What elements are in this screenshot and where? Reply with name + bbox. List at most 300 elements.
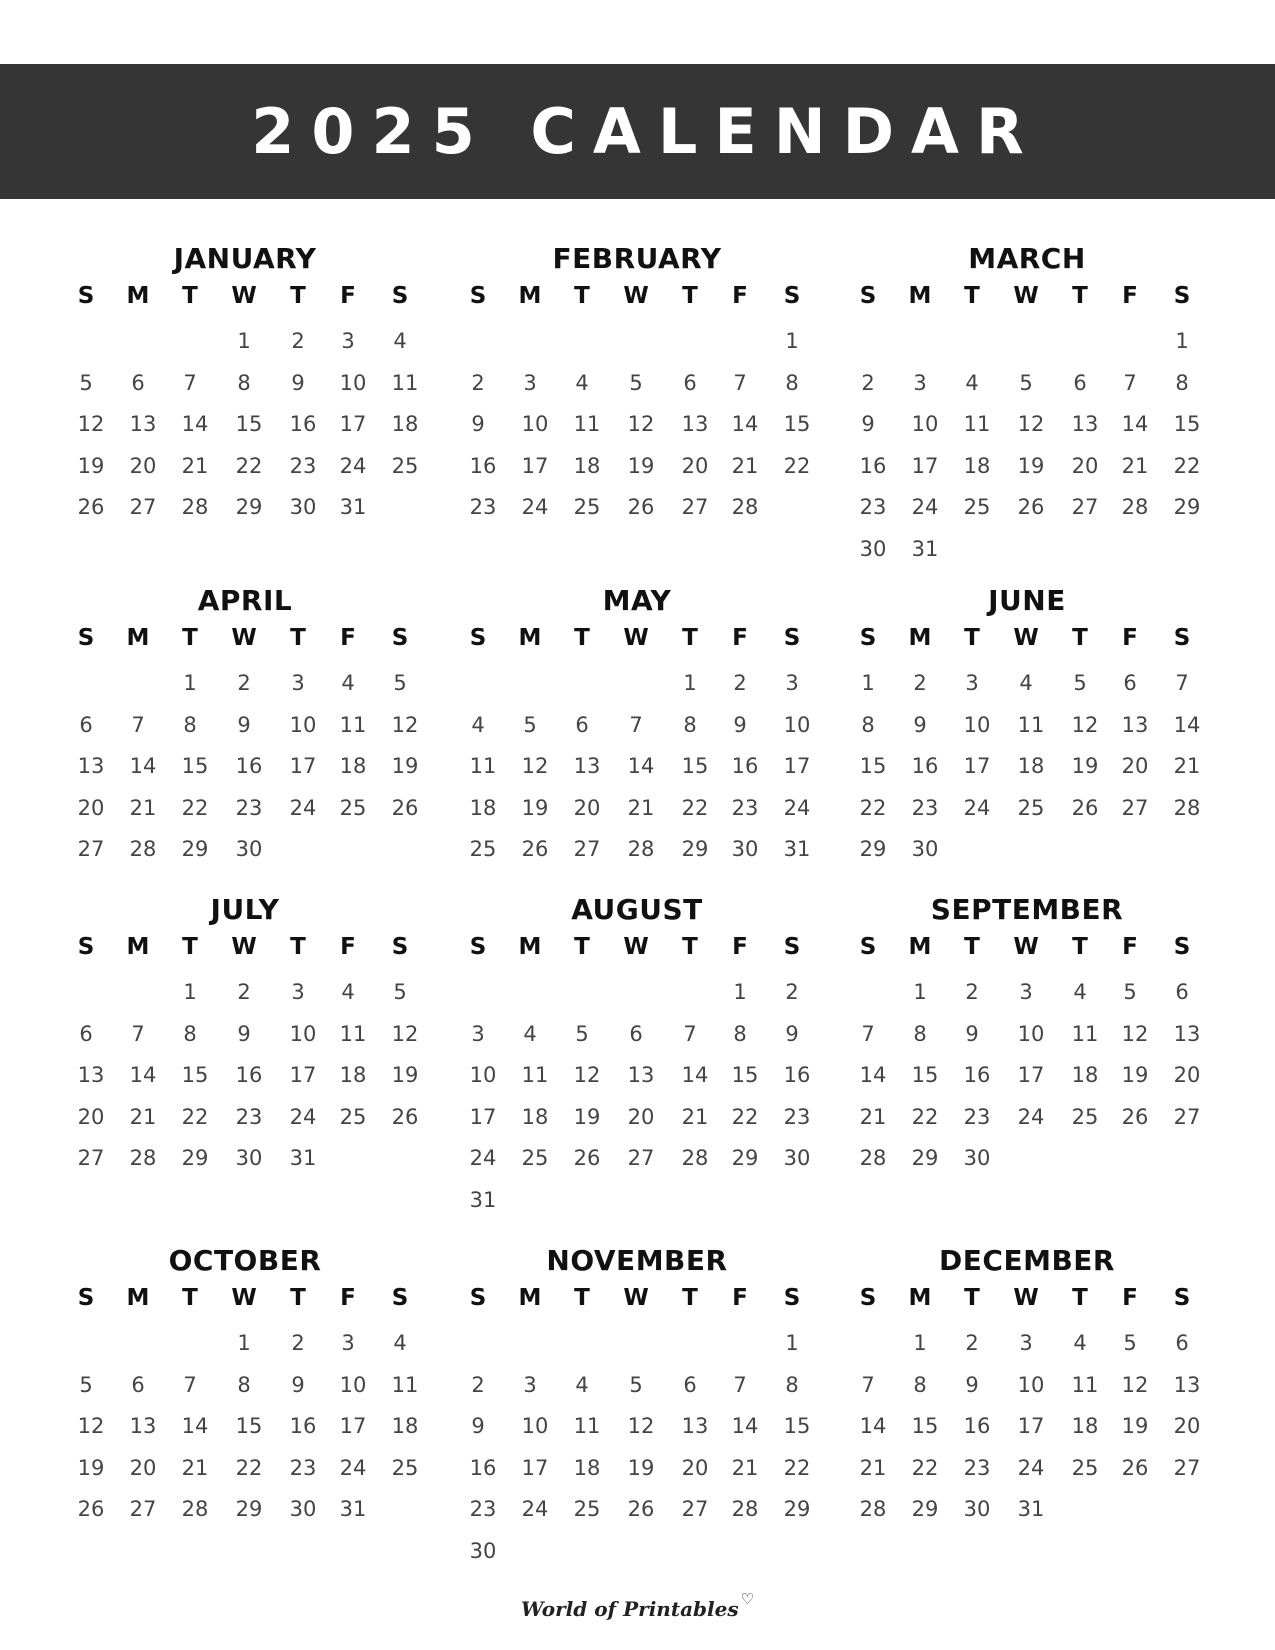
- day-cell: 5: [523, 712, 537, 737]
- day-cell: 7: [131, 712, 145, 737]
- day-cell: 8: [913, 1021, 927, 1046]
- day-cell: 6: [683, 1372, 697, 1397]
- brand-logo: [0, 1590, 1275, 1621]
- weekday-label: T: [574, 1285, 590, 1311]
- day-cell: 16: [783, 1063, 811, 1087]
- day-cell: 18: [573, 453, 601, 478]
- weekday-label: F: [1122, 625, 1138, 651]
- day-cell: 19: [77, 1455, 105, 1480]
- weekday-label: S: [1173, 625, 1191, 651]
- weekday-label: W: [1013, 625, 1039, 651]
- day-cell: 12: [1017, 412, 1045, 436]
- day-cell: 13: [573, 754, 601, 778]
- day-cell: 24: [1017, 1104, 1045, 1129]
- day-cell: 7: [683, 1021, 697, 1046]
- day-cell: 19: [1017, 453, 1045, 478]
- day-cell: 23: [963, 1455, 991, 1480]
- day-cell: 9: [291, 370, 305, 395]
- day-cell: 7: [131, 1021, 145, 1046]
- day-cell: 3: [913, 370, 927, 395]
- day-cell: 23: [731, 795, 759, 820]
- day-cell: 24: [289, 795, 317, 820]
- day-cell: 13: [681, 412, 709, 436]
- day-cell: 4: [575, 1372, 589, 1397]
- day-cell: 5: [79, 370, 93, 395]
- day-cell: 22: [783, 453, 811, 478]
- day-cell: 17: [339, 1414, 367, 1438]
- day-cell: 10: [963, 712, 991, 737]
- day-cell: 14: [859, 1063, 887, 1087]
- day-cell: 2: [965, 1331, 979, 1355]
- weekday-label: T: [964, 1285, 980, 1311]
- day-cell: 16: [469, 453, 497, 478]
- day-cell: 17: [963, 754, 991, 778]
- day-cell: 6: [683, 370, 697, 395]
- day-cell: 21: [1121, 453, 1149, 478]
- day-cell: 19: [521, 795, 549, 820]
- month-title: SEPTEMBER: [930, 893, 1124, 926]
- day-cell: 5: [1123, 1331, 1137, 1355]
- day-cell: 1: [861, 671, 875, 695]
- day-cell: 24: [339, 453, 367, 478]
- day-cell: 9: [785, 1021, 799, 1046]
- weekday-label: T: [290, 283, 306, 309]
- day-cell: 1: [785, 1331, 799, 1355]
- day-cell: 26: [77, 1497, 105, 1521]
- day-cell: 19: [1121, 1063, 1149, 1087]
- day-cell: 25: [963, 495, 991, 519]
- day-cell: 10: [1017, 1021, 1045, 1046]
- day-cell: 1: [913, 1331, 927, 1355]
- day-cell: 10: [1017, 1372, 1045, 1397]
- day-cell: 16: [235, 1063, 263, 1087]
- weekday-label: M: [908, 1285, 932, 1311]
- day-cell: 7: [861, 1372, 875, 1397]
- weekday-label: T: [964, 625, 980, 651]
- weekday-label: F: [1122, 283, 1138, 309]
- day-cell: 8: [785, 1372, 799, 1397]
- day-cell: 18: [521, 1104, 549, 1129]
- weekday-label: M: [126, 1285, 150, 1311]
- day-cell: 12: [573, 1063, 601, 1087]
- weekday-label: S: [469, 283, 487, 309]
- day-cell: 4: [575, 370, 589, 395]
- day-cell: 17: [783, 754, 811, 778]
- day-cell: 22: [181, 795, 209, 820]
- month-title: APRIL: [197, 584, 293, 617]
- day-cell: 12: [1121, 1021, 1149, 1046]
- day-cell: 30: [783, 1146, 811, 1170]
- day-cell: 14: [731, 1414, 759, 1438]
- day-cell: 16: [289, 412, 317, 436]
- weekday-label: F: [1122, 1285, 1138, 1311]
- day-cell: 16: [963, 1063, 991, 1087]
- day-cell: 30: [235, 837, 263, 861]
- day-cell: 12: [627, 1414, 655, 1438]
- day-cell: 3: [291, 980, 305, 1004]
- day-cell: 28: [129, 837, 157, 861]
- day-cell: 15: [783, 1414, 811, 1438]
- day-cell: 19: [1121, 1414, 1149, 1438]
- month-title: DECEMBER: [939, 1244, 1115, 1277]
- day-cell: 27: [129, 1497, 157, 1521]
- day-cell: 16: [963, 1414, 991, 1438]
- day-cell: 10: [339, 370, 367, 395]
- day-cell: 3: [523, 1372, 537, 1397]
- day-cell: 23: [469, 1497, 497, 1521]
- day-cell: 17: [521, 453, 549, 478]
- day-cell: 26: [1017, 495, 1045, 519]
- day-cell: 11: [339, 712, 367, 737]
- day-cell: 30: [469, 1538, 497, 1563]
- day-cell: 2: [785, 980, 799, 1004]
- day-cell: 5: [629, 1372, 643, 1397]
- day-cell: 28: [181, 1497, 209, 1521]
- day-cell: 13: [1173, 1021, 1201, 1046]
- month-title: FEBRUARY: [552, 242, 722, 275]
- day-cell: 13: [129, 1414, 157, 1438]
- day-cell: 19: [391, 754, 419, 778]
- day-cell: 26: [521, 837, 549, 861]
- day-cell: 7: [733, 1372, 747, 1397]
- weekday-label: T: [964, 283, 980, 309]
- weekday-label: M: [126, 283, 150, 309]
- day-cell: 24: [469, 1146, 497, 1170]
- day-cell: 22: [1173, 453, 1201, 478]
- weekday-label: M: [518, 283, 542, 309]
- day-cell: 24: [521, 495, 549, 519]
- day-cell: 3: [341, 1331, 355, 1355]
- day-cell: 8: [785, 370, 799, 395]
- day-cell: 6: [1175, 980, 1189, 1004]
- day-cell: 11: [339, 1021, 367, 1046]
- day-cell: 25: [339, 795, 367, 820]
- weekday-label: T: [1072, 283, 1088, 309]
- day-cell: 12: [1121, 1372, 1149, 1397]
- day-cell: 13: [627, 1063, 655, 1087]
- day-cell: 8: [183, 712, 197, 737]
- day-cell: 21: [627, 795, 655, 820]
- day-cell: 25: [573, 495, 601, 519]
- day-cell: 18: [339, 1063, 367, 1087]
- day-cell: 18: [339, 754, 367, 778]
- day-cell: 14: [129, 754, 157, 778]
- day-cell: 19: [627, 453, 655, 478]
- day-cell: 23: [289, 453, 317, 478]
- day-cell: 6: [79, 712, 93, 737]
- day-cell: 24: [783, 795, 811, 820]
- day-cell: 22: [235, 1455, 263, 1480]
- weekday-label: F: [732, 625, 748, 651]
- day-cell: 30: [911, 837, 939, 861]
- weekday-label: W: [623, 625, 649, 651]
- day-cell: 29: [681, 837, 709, 861]
- month-title: JANUARY: [173, 242, 317, 275]
- day-cell: 15: [911, 1414, 939, 1438]
- day-cell: 30: [235, 1146, 263, 1170]
- day-cell: 12: [391, 1021, 419, 1046]
- day-cell: 5: [1123, 980, 1137, 1004]
- day-cell: 15: [731, 1063, 759, 1087]
- weekday-label: S: [1173, 1285, 1191, 1311]
- day-cell: 6: [1175, 1331, 1189, 1355]
- day-cell: 16: [911, 754, 939, 778]
- day-cell: 1: [183, 671, 197, 695]
- day-cell: 26: [1121, 1104, 1149, 1129]
- day-cell: 22: [681, 795, 709, 820]
- day-cell: 10: [339, 1372, 367, 1397]
- weekday-label: M: [518, 625, 542, 651]
- day-cell: 28: [1121, 495, 1149, 519]
- day-cell: 30: [289, 1497, 317, 1521]
- day-cell: 30: [963, 1146, 991, 1170]
- weekday-label: S: [783, 625, 801, 651]
- weekday-label: T: [682, 934, 698, 960]
- day-cell: 21: [181, 453, 209, 478]
- day-cell: 9: [237, 712, 251, 737]
- day-cell: 20: [1071, 453, 1099, 478]
- day-cell: 26: [573, 1146, 601, 1170]
- day-cell: 25: [1071, 1455, 1099, 1480]
- day-cell: 3: [523, 370, 537, 395]
- day-cell: 14: [1121, 412, 1149, 436]
- day-cell: 15: [181, 754, 209, 778]
- weekday-label: T: [574, 625, 590, 651]
- day-cell: 8: [183, 1021, 197, 1046]
- day-cell: 21: [859, 1455, 887, 1480]
- day-cell: 21: [129, 795, 157, 820]
- day-cell: 21: [129, 1104, 157, 1129]
- day-cell: 15: [235, 412, 263, 436]
- day-cell: 19: [627, 1455, 655, 1480]
- weekday-label: T: [574, 934, 590, 960]
- weekday-label: S: [469, 934, 487, 960]
- day-cell: 6: [79, 1021, 93, 1046]
- weekday-label: W: [231, 1285, 257, 1311]
- day-cell: 11: [963, 412, 991, 436]
- day-cell: 17: [469, 1104, 497, 1129]
- weekday-label: S: [77, 934, 95, 960]
- day-cell: 11: [1017, 712, 1045, 737]
- day-cell: 9: [237, 1021, 251, 1046]
- day-cell: 4: [393, 1331, 407, 1355]
- day-cell: 12: [77, 1414, 105, 1438]
- day-cell: 8: [237, 1372, 251, 1397]
- day-cell: 11: [1071, 1372, 1099, 1397]
- weekday-label: T: [182, 1285, 198, 1311]
- day-cell: 8: [913, 1372, 927, 1397]
- day-cell: 6: [131, 370, 145, 395]
- day-cell: 29: [235, 495, 263, 519]
- day-cell: 12: [77, 412, 105, 436]
- day-cell: 28: [1173, 795, 1201, 820]
- day-cell: 20: [77, 795, 105, 820]
- day-cell: 20: [1173, 1063, 1201, 1087]
- day-cell: 17: [521, 1455, 549, 1480]
- day-cell: 12: [627, 412, 655, 436]
- day-cell: 24: [521, 1497, 549, 1521]
- day-cell: 24: [911, 495, 939, 519]
- weekday-label: M: [908, 934, 932, 960]
- weekday-label: S: [391, 1285, 409, 1311]
- day-cell: 4: [965, 370, 979, 395]
- day-cell: 24: [1017, 1455, 1045, 1480]
- day-cell: 27: [1173, 1104, 1201, 1129]
- day-cell: 26: [391, 1104, 419, 1129]
- weekday-label: T: [682, 283, 698, 309]
- day-cell: 23: [289, 1455, 317, 1480]
- day-cell: 29: [181, 837, 209, 861]
- day-cell: 29: [911, 1146, 939, 1170]
- day-cell: 4: [471, 712, 485, 737]
- day-cell: 25: [1017, 795, 1045, 820]
- day-cell: 8: [683, 712, 697, 737]
- day-cell: 26: [627, 495, 655, 519]
- page-title: 2025 CALENDAR: [251, 95, 1041, 168]
- day-cell: 9: [861, 412, 875, 436]
- day-cell: 21: [731, 1455, 759, 1480]
- weekday-label: W: [1013, 283, 1039, 309]
- weekday-label: S: [1173, 283, 1191, 309]
- weekday-label: M: [908, 283, 932, 309]
- day-cell: 27: [77, 1146, 105, 1170]
- weekday-label: F: [340, 283, 356, 309]
- day-cell: 27: [1121, 795, 1149, 820]
- day-cell: 2: [861, 370, 875, 395]
- day-cell: 4: [341, 671, 355, 695]
- day-cell: 7: [861, 1021, 875, 1046]
- weekday-label: W: [623, 1285, 649, 1311]
- day-cell: 31: [339, 495, 367, 519]
- weekday-label: T: [1072, 934, 1088, 960]
- day-cell: 31: [289, 1146, 317, 1170]
- day-cell: 8: [861, 712, 875, 737]
- day-cell: 7: [629, 712, 643, 737]
- day-cell: 27: [77, 837, 105, 861]
- day-cell: 11: [573, 1414, 601, 1438]
- day-cell: 5: [1019, 370, 1033, 395]
- day-cell: 27: [573, 837, 601, 861]
- day-cell: 10: [911, 412, 939, 436]
- day-cell: 20: [1121, 754, 1149, 778]
- day-cell: 27: [681, 1497, 709, 1521]
- day-cell: 14: [681, 1063, 709, 1087]
- day-cell: 3: [291, 671, 305, 695]
- day-cell: 25: [573, 1497, 601, 1521]
- day-cell: 20: [129, 453, 157, 478]
- day-cell: 15: [681, 754, 709, 778]
- weekday-label: T: [964, 934, 980, 960]
- day-cell: 22: [731, 1104, 759, 1129]
- day-cell: 28: [129, 1146, 157, 1170]
- day-cell: 13: [1071, 412, 1099, 436]
- day-cell: 31: [469, 1187, 497, 1212]
- weekday-label: T: [1072, 625, 1088, 651]
- weekday-label: T: [574, 283, 590, 309]
- day-cell: 4: [1019, 671, 1033, 695]
- day-cell: 16: [235, 754, 263, 778]
- day-cell: 29: [181, 1146, 209, 1170]
- day-cell: 11: [1071, 1021, 1099, 1046]
- day-cell: 15: [783, 412, 811, 436]
- day-cell: 21: [1173, 754, 1201, 778]
- day-cell: 29: [731, 1146, 759, 1170]
- day-cell: 20: [573, 795, 601, 820]
- day-cell: 24: [339, 1455, 367, 1480]
- weekday-label: W: [231, 625, 257, 651]
- day-cell: 19: [1071, 754, 1099, 778]
- day-cell: 5: [79, 1372, 93, 1397]
- day-cell: 23: [859, 495, 887, 519]
- day-cell: 10: [521, 412, 549, 436]
- weekday-label: W: [623, 283, 649, 309]
- day-cell: 6: [1123, 671, 1137, 695]
- day-cell: 1: [683, 671, 697, 695]
- day-cell: 10: [521, 1414, 549, 1438]
- day-cell: 22: [911, 1455, 939, 1480]
- weekday-label: S: [859, 934, 877, 960]
- day-cell: 11: [469, 754, 497, 778]
- day-cell: 9: [965, 1372, 979, 1397]
- day-cell: 9: [471, 412, 485, 436]
- month-title: NOVEMBER: [546, 1244, 728, 1277]
- month-title: AUGUST: [571, 893, 703, 926]
- day-cell: 15: [235, 1414, 263, 1438]
- day-cell: 8: [237, 370, 251, 395]
- day-cell: 18: [391, 412, 419, 436]
- day-cell: 22: [181, 1104, 209, 1129]
- weekday-label: T: [182, 283, 198, 309]
- day-cell: 30: [289, 495, 317, 519]
- day-cell: 13: [1121, 712, 1149, 737]
- day-cell: 15: [911, 1063, 939, 1087]
- day-cell: 3: [965, 671, 979, 695]
- weekday-label: S: [77, 625, 95, 651]
- day-cell: 18: [573, 1455, 601, 1480]
- day-cell: 2: [733, 671, 747, 695]
- day-cell: 26: [77, 495, 105, 519]
- day-cell: 30: [963, 1497, 991, 1521]
- day-cell: 30: [859, 536, 887, 561]
- day-cell: 29: [783, 1497, 811, 1521]
- day-cell: 22: [911, 1104, 939, 1129]
- day-cell: 20: [681, 453, 709, 478]
- heart-icon: ♡: [740, 1590, 755, 1608]
- day-cell: 21: [859, 1104, 887, 1129]
- day-cell: 23: [469, 495, 497, 519]
- day-cell: 11: [573, 412, 601, 436]
- day-cell: 21: [731, 453, 759, 478]
- weekday-label: T: [290, 1285, 306, 1311]
- day-cell: 9: [291, 1372, 305, 1397]
- weekday-label: M: [518, 934, 542, 960]
- day-cell: 19: [391, 1063, 419, 1087]
- day-cell: 13: [129, 412, 157, 436]
- day-cell: 17: [1017, 1414, 1045, 1438]
- day-cell: 1: [785, 329, 799, 353]
- weekday-label: S: [77, 1285, 95, 1311]
- day-cell: 4: [1073, 980, 1087, 1004]
- day-cell: 12: [391, 712, 419, 737]
- day-cell: 6: [629, 1021, 643, 1046]
- day-cell: 18: [1071, 1063, 1099, 1087]
- day-cell: 17: [1017, 1063, 1045, 1087]
- day-cell: 19: [77, 453, 105, 478]
- day-cell: 5: [393, 671, 407, 695]
- day-cell: 1: [913, 980, 927, 1004]
- day-cell: 4: [341, 980, 355, 1004]
- weekday-label: F: [340, 1285, 356, 1311]
